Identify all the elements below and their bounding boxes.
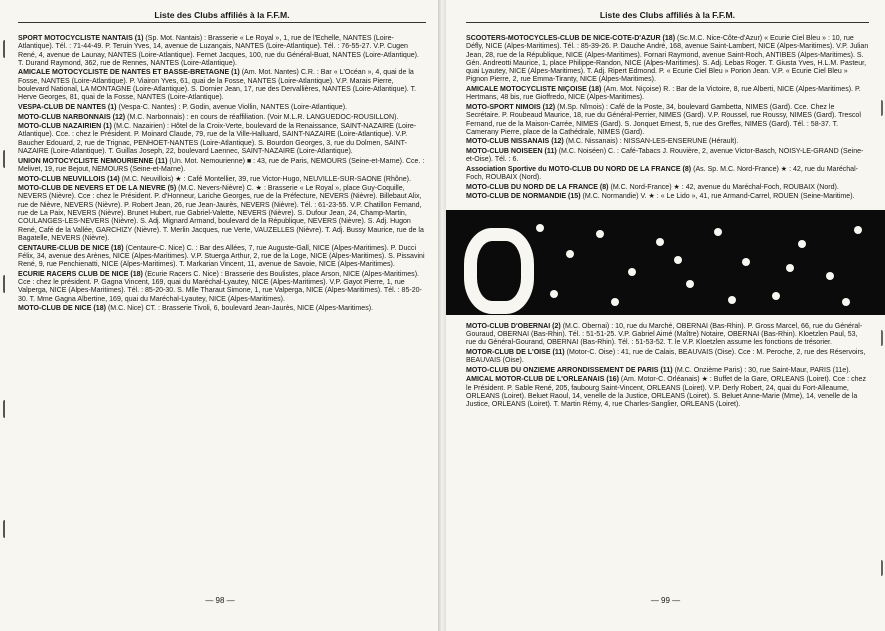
club-details: (As. Sp. M.C. Nord-France) ★ : 42, rue du Maréchal-Foch, ROUBAIX (Nord). xyxy=(466,165,859,182)
club-name: AMICALE MOTOCYCLISTE NIÇOISE (18) xyxy=(466,86,602,94)
club-name: MOTO-CLUB NISSANAIS (12) xyxy=(466,138,564,146)
club-entry xyxy=(466,193,869,201)
club-name: ECURIE RACERS CLUB DE NICE (18) xyxy=(18,270,143,278)
club-details: (M.C. Normandie) V. ★ : « Le Lido », 41, rue Armand-Carrel, ROUEN (Seine-Maritime). xyxy=(582,193,855,201)
club-entry xyxy=(466,86,869,103)
club-name: SPORT MOTOCYCLISTE NANTAIS (1) xyxy=(18,35,144,42)
club-details: (M.C. Onzième Paris) : 30, rue Saint-Maur, PARIS (11e). xyxy=(674,366,851,374)
club-details: (M.C. Neuvillois) ★ : Café Montellier, 39, rue Victor-Hugo, NEUVILLE-SUR-SAONE (Rhône). xyxy=(121,175,411,183)
club-details: (Centaure-C. Nice) C. : Bar des Allées, 7, rue Auguste-Gall, NICE (Alpes-Maritimes). P. Ducci Félix, 34, avenue des Arènes, NICE (Alpes-Maritimes). V.P. Stuerga Arthur, 2, rue de la Loge, NICE (Alpes-Maritimes). S. Pissavini René, 9, rue Penchienatti, NICE (Alpes-Maritimes). T. Markarian Vincent, 11, avenue de Savoie, NICE (Alpes-Maritimes). xyxy=(18,244,425,269)
club-entry xyxy=(466,104,869,137)
club-entry xyxy=(466,166,869,183)
page-header: Liste des Clubs affiliés à la F.F.M. xyxy=(466,10,869,23)
club-name: MOTOR-CLUB DE L'OISE (11) xyxy=(466,348,565,356)
club-details: (Am. Mot. Nantes) C.R. : Bar « L'Océan », 4, quai de la Fosse, NANTES (Loire-Atlantique). P. Viairon Yves, 61, quai de la Fosse, NANTES (Loire-Atlantique). V.P. Marais Pierre, boulevard National, LA MONTAGNE (Loire-Atlantique). S. Dornier Jean, 17, rue des Dervallières, NANTES (Loire-Atlantique). T. Herve Georges, 81, quai de la Fosse, NANTES (Loire-Atlantique). xyxy=(18,69,417,102)
club-entry xyxy=(18,305,426,313)
club-details: (M.C. Nice) CT. : Brasserie Tivoli, 6, boulevard Jean-Jaurès, NICE (Alpes-Maritimes). xyxy=(107,305,374,313)
club-entry xyxy=(18,104,426,112)
club-details: (M.C. Nazairien) : Hôtel de la Croix-Verte, boulevard de la Renaissance, SAINT-NAZAIRE (Loire-Atlantique). Cce. : chez le Président. P. Moinard Claude, 79, rue de la Ville-Halluard, SAINT-NAZAIRE (Loire-Atlantique). V.P. Baucher Edouard, 2, rue de Trignac, PENHOET-NANTES (Loire-Atlantique). S. Bourdon Georges, 3, rue du Dolmen, SAINT-NAZAIRE (Loire-Atlantique). T. Guillas Joseph, 22, boulevard Laennec, SAINT-NAZAIRE (Loire-Atlantique). xyxy=(18,123,417,156)
club-name: MOTO-CLUB NAZAIRIEN (1) xyxy=(18,123,112,131)
club-entry xyxy=(18,185,426,243)
section-letter-o xyxy=(464,228,534,314)
club-name: MOTO-CLUB NOISEEN (11) xyxy=(466,148,557,156)
club-name: MOTO-CLUB DU NORD DE LA FRANCE (8) xyxy=(466,183,609,191)
right-page xyxy=(446,0,885,631)
club-entry xyxy=(466,138,869,146)
club-list-left xyxy=(18,35,426,313)
club-name: MOTO-CLUB DE NEVERS ET DE LA NIEVRE (5) xyxy=(18,185,177,193)
club-entry xyxy=(18,35,426,68)
club-name: MOTO-CLUB DE NORMANDIE (15) xyxy=(466,193,581,201)
club-entry xyxy=(466,148,869,165)
club-name: MOTO-CLUB DE NICE (18) xyxy=(18,305,106,313)
club-list-right-bottom xyxy=(466,323,869,410)
club-name: MOTO-CLUB DU ONZIEME ARRONDISSEMENT DE PARIS (11) xyxy=(466,366,673,374)
club-details: (Sp. Mot. Nantais) : Brasserie « Le Royal », 1, rue de l'Echelle, NANTES (Loire-Atlantique). Tél. : 71-44-49. P. Teruin Yves, 14, avenue de Luzançais, NANTES (Loire-Atlantique). Tél. : 76-55-27. V.P. Cugen René, 4, avenue de Launay, NANTES (Loire-Atlantique). Fernet Jacques, 100, rue du Général-Buat, NANTES (Loire-Atlantique). T. Durand Raymond, 362, rue de Rennes, NANTES (Loire-Atlantique). xyxy=(18,35,419,67)
club-details: (M.C. Nevers-Nièvre) C. ★ : Brasserie « Le Royal », place Guy-Coquille, NEVERS (Nièvre). Cce : chez le Président. P. d'Honneur, Lariche Georges, rue de la Préfecture, NEVERS (Nièvre). Billebaut Alix, rue de Nièvre, NEVERS (Nièvre). P. Robert Jean, 26, rue Jean-Jaurès, NEVERS (Nièvre). Tél. : 61-23-55. V.P. Chatillon Fernand, rue de La Paix, NEVERS (Nièvre). Brunet Hubert, rue Gabriel-Valette, NEVERS (Nièvre). S. Dufour Jean, 24, Champ-Martin, COULANGES-LES-NEVERS (Nièvre). S. Adj. Mignard Armand, boulevard de la République, NEVERS (Nièvre). S. Adj. Hugon René, Café de la Vallée, GARCHIZY (Nièvre). T. Merlin Jacques, rue Verte, VAUZELLES (Nièvre). T. Adj. Bussy Maurice, rue de la Bagatelle, NEVERS (Nièvre). xyxy=(18,185,424,242)
club-list-right-top xyxy=(466,35,869,202)
club-name: MOTO-CLUB NEUVILLOIS (14) xyxy=(18,175,120,183)
club-name: MOTO-CLUB NARBONNAIS (12) xyxy=(18,113,126,121)
club-details: (M.C. Obernai) : 10, rue du Marché, OBERNAI (Bas-Rhin). P. Gross Marcel, 66, rue du Général-Gouraud, OBERNAI (Bas-Rhin). Tél. : 51-51-25. V.P. Gabriel Aimé (Maître) Notaire, OBERNAI (Bas-Rhin). Kloetzlen Paul, 53, rue du Général-Gourand, OBERNAI (Bas-Rhin). Tél. : 51-53-52. T. le V.P. Kloetzlen assume les fonctions de trésorier. xyxy=(466,322,863,347)
club-name: SCOOTERS-MOTOCYCLES-CLUB DE NICE-COTE-D'AZUR (18) xyxy=(466,35,676,42)
club-name: MOTO-SPORT NIMOIS (12) xyxy=(466,103,556,111)
club-details: (M.C. Noiséen) C. : Café-Tabacs J. Rouvière, 2, avenue Victor-Basch, NOISY-LE-GRAND (Seine-et-Oise). Tél. : 6. xyxy=(466,148,864,164)
club-entry xyxy=(18,245,426,270)
club-entry xyxy=(18,158,426,175)
club-name: AMICALE MOTOCYCLISTE DE NANTES ET BASSE-BRETAGNE (1) xyxy=(18,69,240,77)
club-details: (M.C. Narbonnais) : en cours de réaffiliation. (Voir M.L.R. LANGUEDOC-ROUSILLON). xyxy=(127,113,399,121)
section-letter-banner xyxy=(446,210,885,315)
club-details: (Ecurie Racers C. Nice) : Brasserie des Boulistes, place Arson, NICE (Alpes-Maritimes). Cce : chez le président. P. Gagna Vincent, 169, quai du Maréchal-Lyautey, NICE (Alpes-Maritimes). V.P. Gayot Pierre, 1, rue Valperga, NICE (Alpes-Maritimes). Tél. : 85-20-30. S. Mlle Tharaut Simone, 1, rue Valperga, NICE (Alpes-Maritimes). Tél. : 85-20-30. T. Mme Gagna Albertine, 169, quai du Maréchal-Lyautey, NICE (Alpes-Maritimes). xyxy=(18,270,422,303)
club-entry xyxy=(466,35,869,85)
club-entry xyxy=(466,376,869,409)
club-name: CENTAURE-CLUB DE NICE (18) xyxy=(18,244,124,252)
page-number: — 98 — xyxy=(205,596,235,605)
club-entry xyxy=(18,123,426,156)
left-page xyxy=(0,0,440,631)
club-details: (M.C. Nissanais) : NISSAN-LES-ENSERUNE (Hérault). xyxy=(565,138,739,146)
club-entry xyxy=(18,271,426,304)
club-details: (M.C. Nord-France) ★ : 42, avenue du Maréchal-Foch, ROUBAIX (Nord). xyxy=(610,183,839,191)
club-details: (Am. Motor-C. Orléanais) ★ : Buffet de la Gare, ORLEANS (Loiret). Cce : chez le Président. P. Sable René, 205, faubourg Saint-Vincent, ORLEANS (Loiret). V.P. Derly Robert, 24, quai du Fort-Alleaume, ORLEANS (Loiret). Beluet Raoul, 14, venelle de la Justice, ORLEANS (Loiret). S. Beluet Anne-Marie (Mme), 14, venelle de la Justice, ORLEANS (Loiret). T. Martin Rémy, 4, rue Charles-Sanglier, ORLEANS (Loiret). xyxy=(466,376,866,409)
club-details: (Motor-C. Oise) : 41, rue de Calais, BEAUVAIS (Oise). Cce : M. Peroche, 2, rue des Réservoirs, BEAUVAIS (Oise). xyxy=(466,348,866,365)
club-details: (M.Sp. Nîmois) : Café de la Poste, 34, boulevard Gambetta, NIMES (Gard). Cce. Chez le Secrétaire. P. Roubeaud Maurice, 18, rue du Général-Perrier, NIMES (Gard). V.P. Roussel, rue Roussy, NIMES (Gard). Trescol Fernand, rue de la Maison-Carrée, NIMES (Gard). S. Jonquet Ernest, 5, rue des Greffes, NIMES (Gard). Tél. : 58-37. T. Camerany Pierre, place de la Cathédrale, NIMES (Gard). xyxy=(466,103,861,136)
club-details: (Sc.M.C. Nice-Côte-d'Azur) « Ecurie Ciel Bleu » : 10, rue Défly, NICE (Alpes-Maritimes). Tél. : 85-39-26. P. Dauche André, 168, avenue Saint-Lambert, NICE (Alpes-Maritimes). V.P. Julian Jean, 28, rue de la République, NICE (Alpes-Maritimes). Fornari Raymond, avenue Saint-Roch, ANTIBES (Alpes-Maritimes). S. Gén. Andreotti Maurice, 1, place Philippe-Randon, NICE (Alpes-Maritimes). S. Adj. Lebas Roger. T. Giusta Yves, H.L.M. Pasteur, quai Lyautey, NICE (Alpes-Maritimes). T. Adj. Ripert Edmond. P. « Ecurie Ciel Bleu » Porion Jean. V.P. « Ecurie Ciel Bleu » Pignon Pierre, 2, rue Emma-Tiranty, NICE (Alpes-Maritimes). xyxy=(466,35,869,84)
club-details: (Vespa-C. Nantes) : P. Godin, avenue Viollin, NANTES (Loire-Atlantique). xyxy=(118,103,347,111)
club-entry xyxy=(466,184,869,192)
club-name: MOTO-CLUB D'OBERNAI (2) xyxy=(466,322,561,330)
club-name: Association Sportive du MOTO-CLUB DU NORD DE LA FRANCE (8) xyxy=(466,165,692,173)
club-entry xyxy=(466,323,869,348)
club-entry xyxy=(18,69,426,102)
club-entry xyxy=(18,176,426,184)
club-details: (Un. Mot. Nemourienne) ■ : 43, rue de Paris, NEMOURS (Seine-et-Marne). Cce. : Melivet, 19, rue Bejout, NEMOURS (Seine-et-Marne). xyxy=(18,157,425,173)
page-header: Liste des Clubs affiliés à la F.F.M. xyxy=(18,10,426,23)
club-details: (Am. Mot. Niçoise) R. : Bar de la Victoire, 8, rue Alberti, NICE (Alpes-Maritimes). P. Hertmans, 48 bis, rue Gioffredo, NICE (Alpes-Maritimes). xyxy=(466,86,861,102)
club-entry xyxy=(18,114,426,122)
club-name: UNION MOTOCYCLISTE NEMOURIENNE (11) xyxy=(18,157,168,165)
club-entry xyxy=(466,349,869,366)
club-name: AMICAL MOTOR-CLUB DE L'ORLEANAIS (16) xyxy=(466,376,619,384)
club-entry xyxy=(466,367,869,375)
page-number: — 99 — xyxy=(650,596,681,605)
club-name: VESPA-CLUB DE NANTES (1) xyxy=(18,103,117,111)
